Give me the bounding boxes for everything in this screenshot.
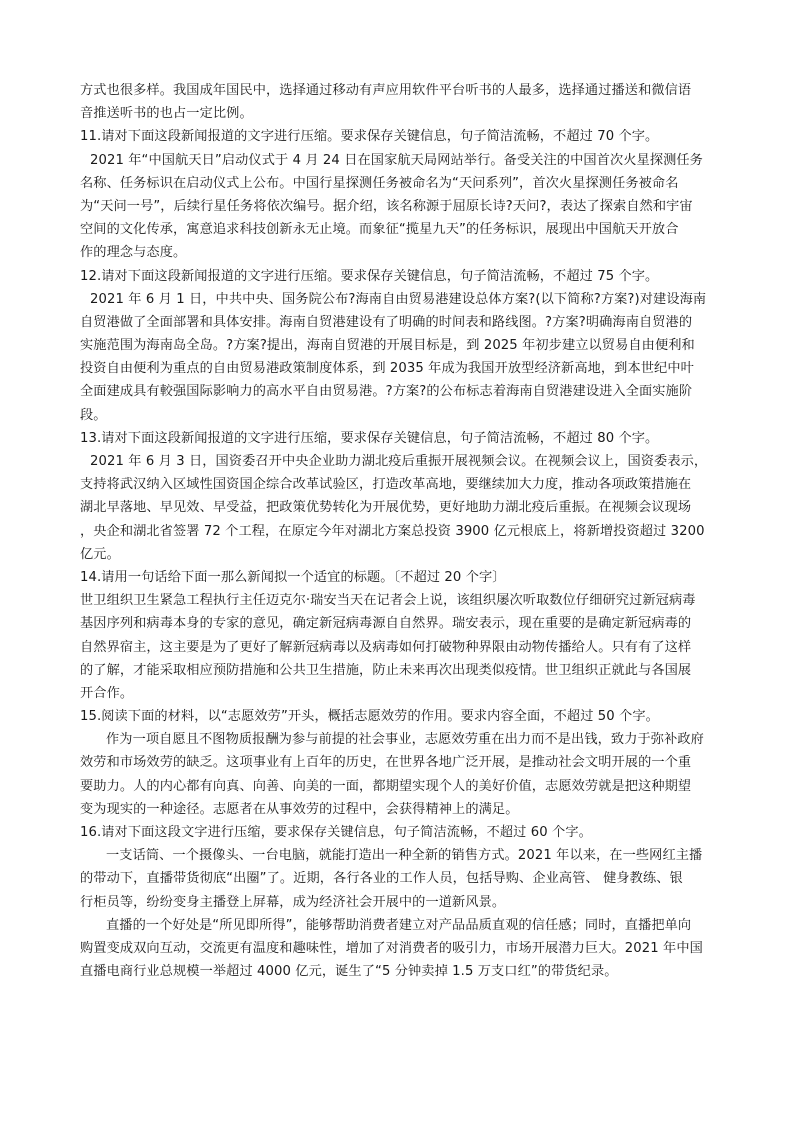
paragraph-line: 开合作。 [80,685,134,701]
paragraph-line: 变为现实的一种途径。志愿者在从事效劳的过程中，会获得精神上的满足。 [80,801,519,817]
paragraph-line: 基因序列和病毒本身的专家的意见，确定新冠病毒源自自然界。瑞安表示，现在重要的是确定新冠病毒的 [80,616,692,632]
paragraph-line: 的带动下，直播带货彻底“出圈”了。近期，各行各业的工作人员，包括导购、企业高管、 健身教练、银 [80,871,683,887]
question-11: 11.请对下面这段新闻报道的文字进行压缩。要求保存关键信息，句子简洁流畅，不超过 70 个字。 [80,129,659,145]
paragraph-line: 直播电商行业总规模一举超过 4000 亿元，诞生了“5 分钟卖掉 1.5 万支口红”的带货纪录。 [80,964,618,980]
question-14: 14.请用一句话给下面一那么新闻拟一个适宜的标题。〔不超过 20 个字〕 [80,569,506,585]
paragraph-line: 作为一项自愿且不图物质报酬为参与前提的社会事业，志愿效劳重在出力而不是出钱，致力于弥补政府 [106,732,704,748]
paragraph-line: 自贸港做了全面部署和具体安排。海南自贸港建设有了明确的时间表和路线图。?方案?明确海南自贸港的 [80,314,693,330]
paragraph-line: 世卫组织卫生紧急工程执行主任迈克尔·瑞安当天在记者会上说，该组织屡次听取数位仔细研究过新冠病毒 [80,593,696,609]
paragraph-line: 作的理念与态度。 [80,245,187,261]
paragraph-line: 全面建成具有較强国际影响力的高水平自由贸易港。?方案?的公布标志着海南自贸港建设进入全面实施阶 [80,384,693,400]
paragraph-line: 要助力。人的内心都有向真、向善、向美的一面，都期望实现个人的美好价值，志愿效劳就是把这种期望 [80,778,692,794]
paragraph-line: 2021 年“中国航天日”启动仪式于 4 月 24 日在国家航天局网站举行。备受关注的中国首次火星探测任务 [90,152,703,168]
paragraph-line: 自然界宿主，这主要是为了更好了解新冠病毒以及病毒如何打破物种界限由动物传播给人。只有有了这样 [80,639,692,655]
paragraph-line: 2021 年 6 月 3 日，国资委召开中央企业助力湖北疫后重振开展视频会议。在视频会议上，国资委表示， [90,454,708,469]
question-12: 12.请对下面这段新闻报道的文字进行压缩。要求保存关键信息，句子简洁流畅，不超过 75 个字。 [80,268,659,284]
paragraph-line: 投资自由便利为重点的自由贸易港政策制度体系，到 2035 年成为我国开放型经济新高地，到本世纪中叶 [80,361,694,377]
paragraph-line: 湖北早落地、早见效、早受益，把政策优势转化为开展优势，更好地助力湖北疫后重振。在视频会议现场 [80,500,692,516]
paragraph-line: 空间的文化传承，寓意追求科技创新永无止境。而象征“揽星九天”的任务标识，展现出中国航天开放合 [80,222,679,238]
paragraph-line: 音推送听书的也占一定比例。 [80,106,253,122]
question-13: 13.请对下面这段新闻报道的文字进行压缩，要求保存关键信息，句子简洁流畅，不超过 80 个字。 [80,430,659,446]
paragraph-line: 效劳和市场效劳的缺乏。这项事业有上百年的历史，在世界各地广泛开展，是推动社会文明开展的一个重 [80,755,692,771]
paragraph-line: 方式也很多样。我国成年国民中，选择通过移动有声应用软件平台听书的人最多，选择通过播送和微信语 [80,83,692,98]
paragraph-line: 购置变成双向互动，交流更有温度和趣味性，增加了对消费者的吸引力，市场开展潜力巨大。2021 年中国 [80,940,703,956]
paragraph-line: 直播的一个好处是“所见即所得”，能够帮助消费者建立对产品品质直观的信任感；同时，直播把单向 [106,917,692,933]
paragraph-line: 段。 [80,407,107,423]
paragraph-line: 的了解，才能采取相应预防措施和公共卫生措施，防止未来再次出现类似疫情。世卫组织正就此与各国展 [80,662,692,678]
paragraph-line: 名称、任务标识在启动仪式上公布。中国行星探测任务被命名为“天问系列”，首次火星探测任务被命名 [80,175,679,191]
paragraph-line: 支持将武汉纳入区域性国资国企综合改革试验区，打造改革高地，要继续加大力度，推动各项政策措施在 [80,477,692,493]
paragraph-line: 为“天问一号”，后续行星任务将依次编号。据介绍，该名称源于屈原长诗?天问?，表达了探索自然和宇宙 [80,198,693,214]
paragraph-line: 一支话筒、一个摄像头、一台电脑，就能打造出一种全新的销售方式。2021 年以来，在一些网红主播 [106,848,703,864]
paragraph-line: 行柜员等，纷纷变身主播登上屏幕，成为经济社会开展中的一道新风景。 [80,894,506,910]
paragraph-line: 2021 年 6 月 1 日，中共中央、国务院公布?海南自由贸易港建设总体方案?(以下简称?方案?)对建设海南 [90,291,707,307]
paragraph-line: 实施范围为海南岛全岛。?方案?提出，海南自贸港的开展目标是，到 2025 年初步建立以贸易自由便利和 [80,338,695,354]
paragraph-line: ，央企和湖北省签署 72 个工程，在原定今年对湖北方案总投资 3900 亿元根底上，将新增投资超过 3200 [80,523,705,539]
question-16: 16.请对下面这段文字进行压缩，要求保存关键信息，句子简洁流畅，不超过 60 个字。 [80,825,592,840]
question-15: 15.阅读下面的材料，以“志愿效劳”开头，概括志愿效劳的作用。要求内容全面，不超过 50 个字。 [80,709,659,725]
paragraph-line: 亿元。 [80,546,120,562]
